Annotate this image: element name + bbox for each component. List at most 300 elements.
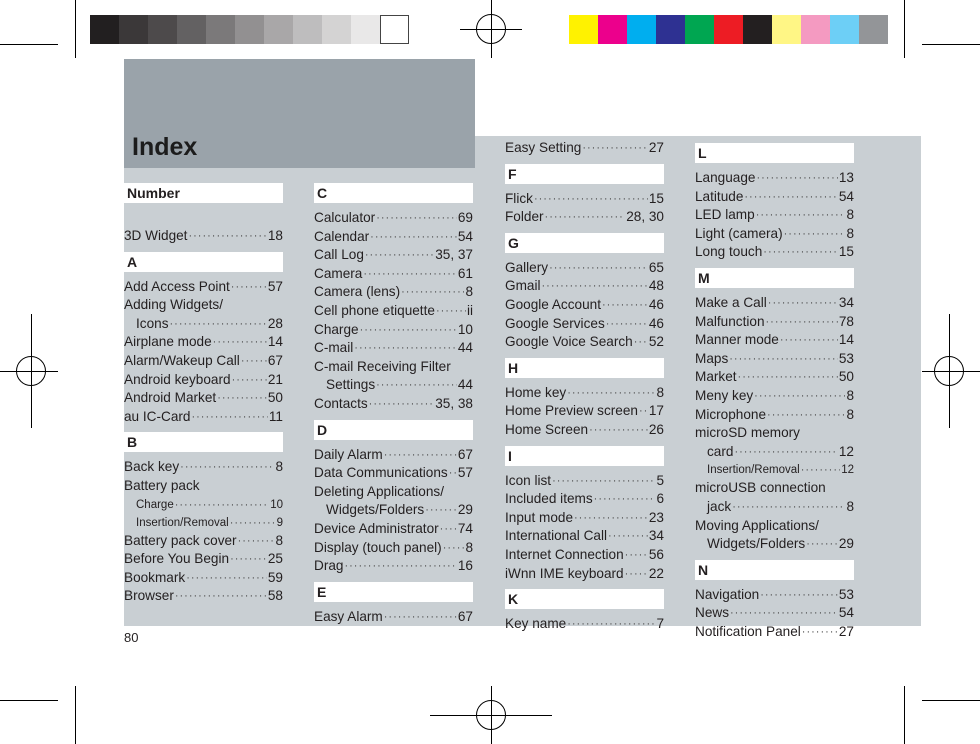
- index-entry: [124, 227, 283, 246]
- entry-page: 25: [267, 551, 283, 567]
- index-entry: [505, 208, 664, 227]
- index-column-4: [695, 137, 854, 641]
- dot-leader: [608, 527, 648, 546]
- entry-page: 28, 30: [626, 209, 664, 225]
- entry-label: Alarm/Wakeup Call: [124, 352, 240, 368]
- entry-page: 5: [656, 472, 664, 488]
- index-entry: [695, 623, 854, 642]
- entry-label: Battery pack cover: [124, 532, 237, 548]
- entry-label: Meny key: [695, 387, 754, 403]
- index-entry: [124, 477, 283, 496]
- entry-page: 18: [267, 228, 283, 243]
- index-entry: [314, 358, 473, 377]
- dot-leader: [425, 501, 457, 520]
- entry-page: 48: [648, 278, 664, 294]
- entry-label: Microphone: [695, 406, 767, 422]
- index-entry: [505, 277, 664, 296]
- dot-leader: [542, 277, 648, 296]
- index-entry: [314, 501, 473, 520]
- entry-page: 67: [457, 608, 473, 624]
- entry-page: 69: [457, 210, 473, 225]
- entry-page: 15: [838, 244, 854, 260]
- entry-label: Easy Setting: [505, 140, 582, 155]
- index-entry: [505, 402, 664, 421]
- section-header: M: [695, 268, 854, 288]
- index-entry: [124, 296, 283, 315]
- index-entry: [124, 315, 283, 334]
- dot-leader: [376, 209, 457, 228]
- dot-leader: [760, 586, 838, 605]
- entry-label: Google Voice Search: [505, 334, 633, 350]
- dot-leader: [369, 395, 435, 414]
- index-entry: [695, 479, 854, 498]
- entry-page: 16: [457, 558, 473, 574]
- entry-label: LED lamp: [695, 207, 755, 223]
- index-entry: [124, 352, 283, 371]
- color-swatch: [235, 15, 264, 44]
- index-entry: [505, 421, 664, 440]
- index-entry: [124, 371, 283, 390]
- dot-leader: [370, 228, 457, 247]
- dot-leader: [567, 384, 655, 403]
- index-entry: [505, 565, 664, 584]
- dot-leader: [732, 498, 845, 517]
- color-swatch: [206, 15, 235, 44]
- index-entry: [505, 615, 664, 634]
- entry-page: 8: [846, 498, 854, 514]
- index-entry: [124, 496, 283, 514]
- entry-label: au IC-Card: [124, 408, 191, 424]
- index-entry: [695, 586, 854, 605]
- index-entry: [124, 408, 283, 427]
- dot-leader: [634, 333, 648, 352]
- dot-leader: [175, 496, 269, 514]
- entry-label: Easy Alarm: [314, 608, 383, 624]
- entry-page: 67: [267, 352, 283, 368]
- index-entry: [314, 302, 473, 321]
- color-swatch: [264, 15, 293, 44]
- index-entry: [505, 527, 664, 546]
- dot-leader: [230, 550, 267, 569]
- index-entry: [124, 389, 283, 408]
- color-swatch: [351, 15, 380, 44]
- color-swatch: [801, 15, 830, 44]
- dot-leader: [534, 190, 648, 209]
- entry-page: 9: [276, 516, 283, 529]
- entry-label: Camera (lens): [314, 284, 401, 300]
- entry-label: Call Log: [314, 247, 364, 263]
- entry-page: 61: [457, 265, 473, 281]
- entry-page: 8: [656, 384, 664, 400]
- entry-page: 27: [648, 140, 664, 155]
- entry-page: 14: [838, 332, 854, 348]
- dot-leader: [376, 376, 457, 395]
- entry-label: C-mail: [314, 340, 354, 356]
- dot-leader: [625, 565, 648, 584]
- entry-page: 29: [838, 536, 854, 552]
- entry-page: 53: [838, 350, 854, 366]
- color-swatch: [90, 15, 119, 44]
- dot-leader: [443, 539, 465, 558]
- index-entry: [505, 509, 664, 528]
- dot-leader: [231, 278, 267, 297]
- entry-page: 78: [838, 313, 854, 329]
- entry-label: Daily Alarm: [314, 446, 383, 462]
- entry-label: Calendar: [314, 228, 370, 244]
- dot-leader: [756, 206, 846, 225]
- entry-label: jack: [707, 498, 732, 514]
- color-swatch: [177, 15, 206, 44]
- section-header: H: [505, 358, 664, 378]
- entry-label: Settings: [326, 377, 376, 393]
- index-entry: [695, 313, 854, 332]
- dot-leader: [567, 615, 655, 634]
- index-entry: [695, 243, 854, 262]
- dot-leader: [241, 352, 267, 371]
- entry-page: 8: [465, 284, 473, 300]
- index-entry: [314, 228, 473, 247]
- entry-label: Gmail: [505, 278, 541, 294]
- index-entry: [695, 294, 854, 313]
- entry-page: 27: [838, 623, 854, 639]
- index-entry: [314, 321, 473, 340]
- index-entry: [695, 406, 854, 425]
- section-header: F: [505, 164, 664, 184]
- entry-label: Icons: [136, 315, 169, 331]
- entry-page: 44: [457, 340, 473, 356]
- color-swatch: [656, 15, 685, 44]
- entry-page: 46: [648, 315, 664, 331]
- entry-label: C-mail Receiving Filter: [314, 358, 451, 374]
- index-entry: [505, 490, 664, 509]
- dot-leader: [238, 532, 275, 551]
- entry-page: 58: [267, 588, 283, 604]
- dot-leader: [766, 313, 838, 332]
- entry-label: Market: [695, 369, 737, 385]
- index-entry: [505, 333, 664, 352]
- dot-leader: [401, 283, 464, 302]
- entry-page: 74: [457, 520, 473, 536]
- entry-label: Browser: [124, 588, 174, 604]
- entry-page: 17: [648, 403, 664, 419]
- index-entry: [695, 169, 854, 188]
- dot-leader: [188, 227, 266, 246]
- entry-label: Input mode: [505, 509, 574, 525]
- entry-page: 26: [648, 421, 664, 437]
- entry-page: 44: [457, 377, 473, 393]
- index-entry: [314, 520, 473, 539]
- entry-page: 10: [457, 321, 473, 337]
- index-entry: [695, 443, 854, 462]
- entry-page: 8: [275, 459, 283, 475]
- entry-page: 7: [656, 616, 664, 632]
- index-entry: [124, 458, 283, 477]
- color-swatch: [627, 15, 656, 44]
- entry-label: Included items: [505, 491, 593, 507]
- entry-label: Icon list: [505, 472, 552, 488]
- entry-label: 3D Widget: [124, 228, 188, 243]
- entry-page: ii: [466, 302, 473, 318]
- entry-page: 6: [656, 491, 664, 507]
- index-entry: [124, 278, 283, 297]
- entry-label: Insertion/Removal: [136, 516, 229, 529]
- entry-page: 34: [648, 528, 664, 544]
- entry-label: Drag: [314, 558, 344, 574]
- entry-label: Google Services: [505, 315, 605, 331]
- entry-label: Widgets/Folders: [326, 502, 425, 518]
- index-entry: [505, 259, 664, 278]
- entry-page: 8: [275, 532, 283, 548]
- color-swatch: [322, 15, 351, 44]
- dot-leader: [602, 296, 648, 315]
- index-entry: [314, 209, 473, 228]
- index-column-3: [505, 139, 664, 634]
- entry-page: 57: [457, 465, 473, 481]
- index-entry: [124, 569, 283, 588]
- entry-label: Folder: [505, 209, 544, 225]
- entry-label: Before You Begin: [124, 551, 230, 567]
- entry-label: microUSB connection: [695, 480, 826, 496]
- index-entry: [695, 517, 854, 536]
- section-header: N: [695, 560, 854, 580]
- index-entry: [314, 464, 473, 483]
- dot-leader: [589, 421, 648, 440]
- entry-page: 23: [648, 509, 664, 525]
- entry-page: 54: [457, 228, 473, 244]
- dot-leader: [754, 387, 845, 406]
- index-entry: [124, 587, 283, 606]
- index-column-2: [314, 177, 473, 626]
- color-swatch: [598, 15, 627, 44]
- color-swatch: [148, 15, 177, 44]
- index-entry: [505, 190, 664, 209]
- entry-label: International Call: [505, 528, 608, 544]
- index-entry: [124, 532, 283, 551]
- index-entry: [695, 604, 854, 623]
- entry-label: Add Access Point: [124, 278, 230, 294]
- entry-label: Home key: [505, 384, 567, 400]
- index-column-1: [124, 177, 283, 606]
- entry-label: Notification Panel: [695, 623, 801, 639]
- entry-label: Home Screen: [505, 421, 589, 437]
- color-swatch: [830, 15, 859, 44]
- dot-leader: [606, 315, 648, 334]
- entry-page: 54: [838, 605, 854, 621]
- dot-leader: [344, 557, 456, 576]
- dot-leader: [217, 389, 267, 408]
- dot-leader: [767, 406, 845, 425]
- entry-page: 8: [846, 207, 854, 223]
- index-entry: [314, 483, 473, 502]
- index-entry: [695, 368, 854, 387]
- color-swatch: [119, 15, 148, 44]
- dot-leader: [784, 225, 846, 244]
- entry-page: 13: [838, 170, 854, 185]
- entry-label: News: [695, 605, 729, 621]
- entry-label: Charge: [314, 321, 359, 337]
- entry-label: Moving Applications/: [695, 517, 819, 533]
- entry-label: Deleting Applications/: [314, 483, 444, 499]
- dot-leader: [384, 608, 457, 627]
- dot-leader: [552, 472, 655, 491]
- index-entry: [505, 384, 664, 403]
- dot-leader: [175, 587, 267, 606]
- dot-leader: [449, 464, 457, 483]
- entry-page: 35, 37: [435, 247, 473, 263]
- index-entry: [314, 283, 473, 302]
- dot-leader: [232, 371, 267, 390]
- index-entry: [505, 472, 664, 491]
- entry-label: Adding Widgets/: [124, 297, 223, 313]
- entry-label: Calculator: [314, 210, 376, 225]
- entry-label: card: [707, 443, 734, 459]
- dot-leader: [594, 490, 656, 509]
- color-swatch: [293, 15, 322, 44]
- entry-page: 8: [846, 406, 854, 422]
- section-header: K: [505, 589, 664, 609]
- entry-page: 8: [846, 387, 854, 403]
- entry-label: Gallery: [505, 259, 549, 275]
- entry-label: Cell phone etiquette: [314, 302, 435, 318]
- entry-label: Device Administrator: [314, 520, 439, 536]
- dot-leader: [802, 623, 838, 642]
- entry-label: Back key: [124, 459, 180, 475]
- entry-label: Manner mode: [695, 332, 779, 348]
- section-header: C: [314, 183, 473, 203]
- index-entry: [314, 608, 473, 627]
- dot-leader: [756, 169, 837, 188]
- entry-page: 59: [267, 569, 283, 585]
- entry-page: 12: [838, 443, 854, 459]
- index-entry: [695, 188, 854, 207]
- index-entry: [314, 539, 473, 558]
- color-swatch: [859, 15, 888, 44]
- index-entry: [314, 339, 473, 358]
- entry-label: Bookmark: [124, 569, 186, 585]
- entry-label: Google Account: [505, 296, 601, 312]
- entry-label: Android keyboard: [124, 371, 231, 387]
- entry-label: Widgets/Folders: [707, 536, 806, 552]
- entry-page: 28: [267, 315, 283, 331]
- dot-leader: [170, 315, 267, 334]
- index-entry: [505, 315, 664, 334]
- entry-page: 50: [838, 369, 854, 385]
- entry-page: 50: [267, 390, 283, 406]
- dot-leader: [730, 604, 838, 623]
- color-swatch: [772, 15, 801, 44]
- dot-leader: [180, 458, 274, 477]
- index-entry: [695, 331, 854, 350]
- entry-label: Key name: [505, 616, 567, 632]
- section-header: I: [505, 446, 664, 466]
- dot-leader: [738, 368, 838, 387]
- entry-label: Camera: [314, 265, 363, 281]
- dot-leader: [549, 259, 648, 278]
- entry-page: 10: [270, 498, 283, 511]
- dot-leader: [780, 331, 838, 350]
- entry-page: 54: [838, 188, 854, 204]
- index-entry: [695, 535, 854, 554]
- index-entry: [695, 206, 854, 225]
- entry-page: 67: [457, 446, 473, 462]
- dot-leader: [230, 514, 276, 532]
- dot-leader: [744, 188, 838, 207]
- section-header: D: [314, 420, 473, 440]
- entry-page: 56: [648, 546, 664, 562]
- index-entry: [695, 498, 854, 517]
- entry-label: Long touch: [695, 244, 763, 260]
- dot-leader: [806, 535, 838, 554]
- entry-page: 14: [267, 334, 283, 350]
- dot-leader: [639, 402, 648, 421]
- index-entry: [505, 546, 664, 565]
- color-swatch: [714, 15, 743, 44]
- entry-page: 46: [648, 296, 664, 312]
- section-header: A: [124, 252, 283, 272]
- spacer: [124, 209, 283, 227]
- dot-leader: [384, 446, 457, 465]
- entry-page: 52: [648, 334, 664, 350]
- entry-page: 35, 38: [435, 395, 473, 411]
- index-entry: [314, 446, 473, 465]
- index-entry: [505, 296, 664, 315]
- entry-label: Airplane mode: [124, 334, 212, 350]
- dot-leader: [729, 350, 838, 369]
- index-entry: [695, 424, 854, 443]
- entry-page: 12: [841, 464, 854, 477]
- dot-leader: [363, 265, 457, 284]
- index-entry: [124, 550, 283, 569]
- dot-leader: [191, 408, 267, 427]
- entry-label: iWnn IME keyboard: [505, 565, 624, 581]
- entry-label: Home Preview screen: [505, 403, 638, 419]
- dot-leader: [360, 321, 457, 340]
- index-entry: [314, 246, 473, 265]
- entry-label: Navigation: [695, 586, 760, 602]
- entry-label: Android Market: [124, 390, 217, 406]
- dot-leader: [436, 302, 466, 321]
- entry-page: 53: [838, 586, 854, 602]
- dot-leader: [440, 520, 457, 539]
- index-entry: [505, 139, 664, 158]
- entry-label: Flick: [505, 190, 533, 206]
- entry-page: 34: [838, 294, 854, 310]
- index-entry: [695, 225, 854, 244]
- dot-leader: [574, 509, 648, 528]
- dot-leader: [545, 208, 626, 227]
- entry-label: Maps: [695, 350, 729, 366]
- dot-leader: [186, 569, 267, 588]
- section-header: G: [505, 233, 664, 253]
- entry-label: Contacts: [314, 395, 368, 411]
- entry-label: Light (camera): [695, 225, 783, 241]
- index-entry: [695, 350, 854, 369]
- entry-label: Latitude: [695, 188, 744, 204]
- entry-page: 8: [846, 225, 854, 241]
- entry-label: Charge: [136, 498, 174, 511]
- entry-page: 11: [268, 408, 283, 424]
- dot-leader: [763, 243, 838, 262]
- color-swatch: [685, 15, 714, 44]
- entry-label: Display (touch panel): [314, 539, 442, 555]
- section-header: L: [695, 143, 854, 163]
- index-entry: [695, 387, 854, 406]
- color-swatch: [380, 15, 409, 44]
- index-entry: [314, 376, 473, 395]
- entry-page: 15: [648, 190, 664, 206]
- entry-label: Insertion/Removal: [707, 464, 800, 477]
- index-entry: [314, 395, 473, 414]
